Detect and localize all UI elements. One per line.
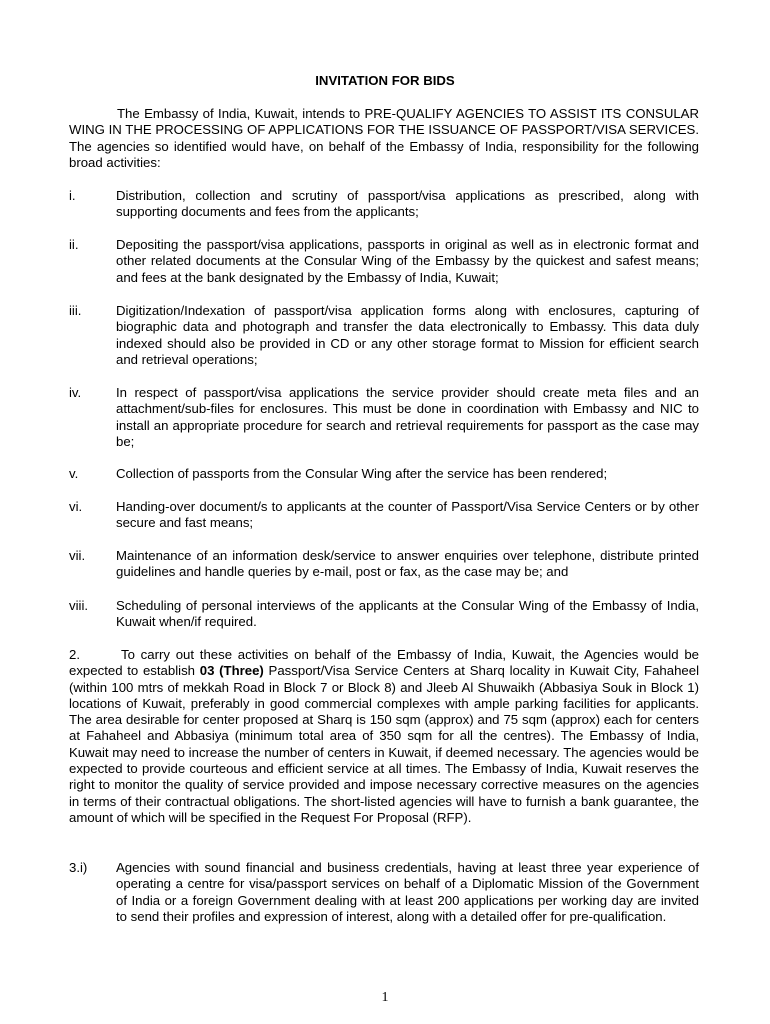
- list-item-number: vi.: [69, 499, 83, 514]
- list-item-number: iv.: [69, 385, 82, 400]
- list-item-vi: [69, 499, 699, 532]
- document-title: INVITATION FOR BIDS: [315, 73, 455, 88]
- list-item-number: ii.: [69, 237, 79, 252]
- list-item-v: [69, 466, 699, 482]
- list-item-vii: [69, 548, 699, 581]
- paragraph-2: [69, 647, 699, 826]
- list-item-text: Distribution, collection and scrutiny of passport/visa applications as prescribed, along with supporting documents and fees from the applicants;: [116, 188, 699, 220]
- list-item-iv: [69, 385, 699, 450]
- paragraph-text-end: Passport/Visa Service Centers at Sharq locality in Kuwait City, Fahaheel (within 100 mtrs of mekkah Road in Block 7 or Block 8) and Jleeb Al Shuwaikh (Abbasiya Souk in Block 1) locations of Kuwait, preferably in good commercial complexes with ample parking facilities for applicants. The area desirable for center proposed at Sharq is 150 sqm (approx) and 75 sqm (approx) each for centers at Fahaheel and Abbasiya (minimum total area of 350 sqm for all the centres). The Embassy of India, Kuwait may need to increase the number of centers in Kuwait, if deemed necessary. The agencies would be expected to provide courteous and efficient service at all times. The Embassy of India, Kuwait reserves the right to monitor the quality of service provided and impose necessary corrective measures on the agencies in terms of their contractual obligations. The short-listed agencies will have to furnish a bank guarantee, the amount of which will be specified in the Request For Proposal (RFP).: [69, 663, 700, 825]
- list-item-text: Scheduling of personal interviews of the applicants at the Consular Wing of the Embassy of India, Kuwait when/if required.: [116, 598, 699, 630]
- list-item-number: iii.: [69, 303, 82, 318]
- list-item-number: v.: [69, 466, 79, 481]
- list-item-ii: [69, 237, 699, 286]
- centers-count-bold: 03 (Three): [199, 663, 264, 679]
- list-item-text: Handing-over document/s to applicants at the counter of Passport/Visa Service Centers or by other secure and fast means;: [116, 499, 699, 531]
- list-item-number: i.: [69, 188, 76, 203]
- paragraph-text: Agencies with sound financial and business credentials, having at least three year experience of operating a centre for visa/passport services on behalf of a Diplomatic Mission of the Government of India or a foreign Government dealing with at least 200 applications per working day are invited to send their profiles and expression of interest, along with a detailed offer for pre-qualification.: [116, 860, 699, 924]
- list-item-text: In respect of passport/visa applications the service provider should create meta files and an attachment/sub-files for enclosures. This must be done in coordination with Embassy and NIC to install an appropriate procedure for search and retrieval requirements for passport as the case may be;: [116, 385, 699, 449]
- list-item-number: viii.: [69, 598, 89, 613]
- paragraph-number: 3.i): [69, 860, 88, 875]
- list-item-text: Depositing the passport/visa applications, passports in original as well as in electronic format and other related documents at the Consular Wing of the Embassy by the quickest and safest means; and fees at the bank designated by the Embassy of India, Kuwait;: [116, 237, 699, 285]
- list-item-text: Collection of passports from the Consular Wing after the service has been rendered;: [116, 466, 608, 481]
- list-item-iii: [69, 303, 699, 368]
- paragraph-number: 2.: [69, 647, 80, 662]
- list-item-text: Maintenance of an information desk/service to answer enquiries over telephone, distribute printed guidelines and handle queries by e-mail, post or fax, as the case may be; and: [116, 548, 699, 580]
- paragraph-3i: [69, 860, 699, 925]
- list-item-number: vii.: [69, 548, 86, 563]
- page-number: 1: [381, 990, 389, 1005]
- list-item-viii: [69, 598, 699, 631]
- paragraph-text-start: To carry out these activities on behalf of the Embassy of India, Kuwait, the Agencies would be expected to establish: [69, 647, 699, 679]
- intro-paragraph: The Embassy of India, Kuwait, intends to PRE-QUALIFY AGENCIES TO ASSIST ITS CONSULAR WING IN THE PROCESSING OF APPLICATIONS FOR THE ISSUANCE OF PASSPORT/VISA SERVICES. The agencies so identified would have, on behalf of the Embassy of India, responsibility for the following broad activities:: [69, 106, 699, 170]
- list-item-i: [69, 188, 699, 221]
- list-item-text: Digitization/Indexation of passport/visa application forms along with enclosures, capturing of biographic data and photograph and transfer the data electronically to Embassy. This data duly indexed should also be provided in CD or any other storage format to Mission for efficient search and retrieval operations;: [116, 303, 699, 367]
